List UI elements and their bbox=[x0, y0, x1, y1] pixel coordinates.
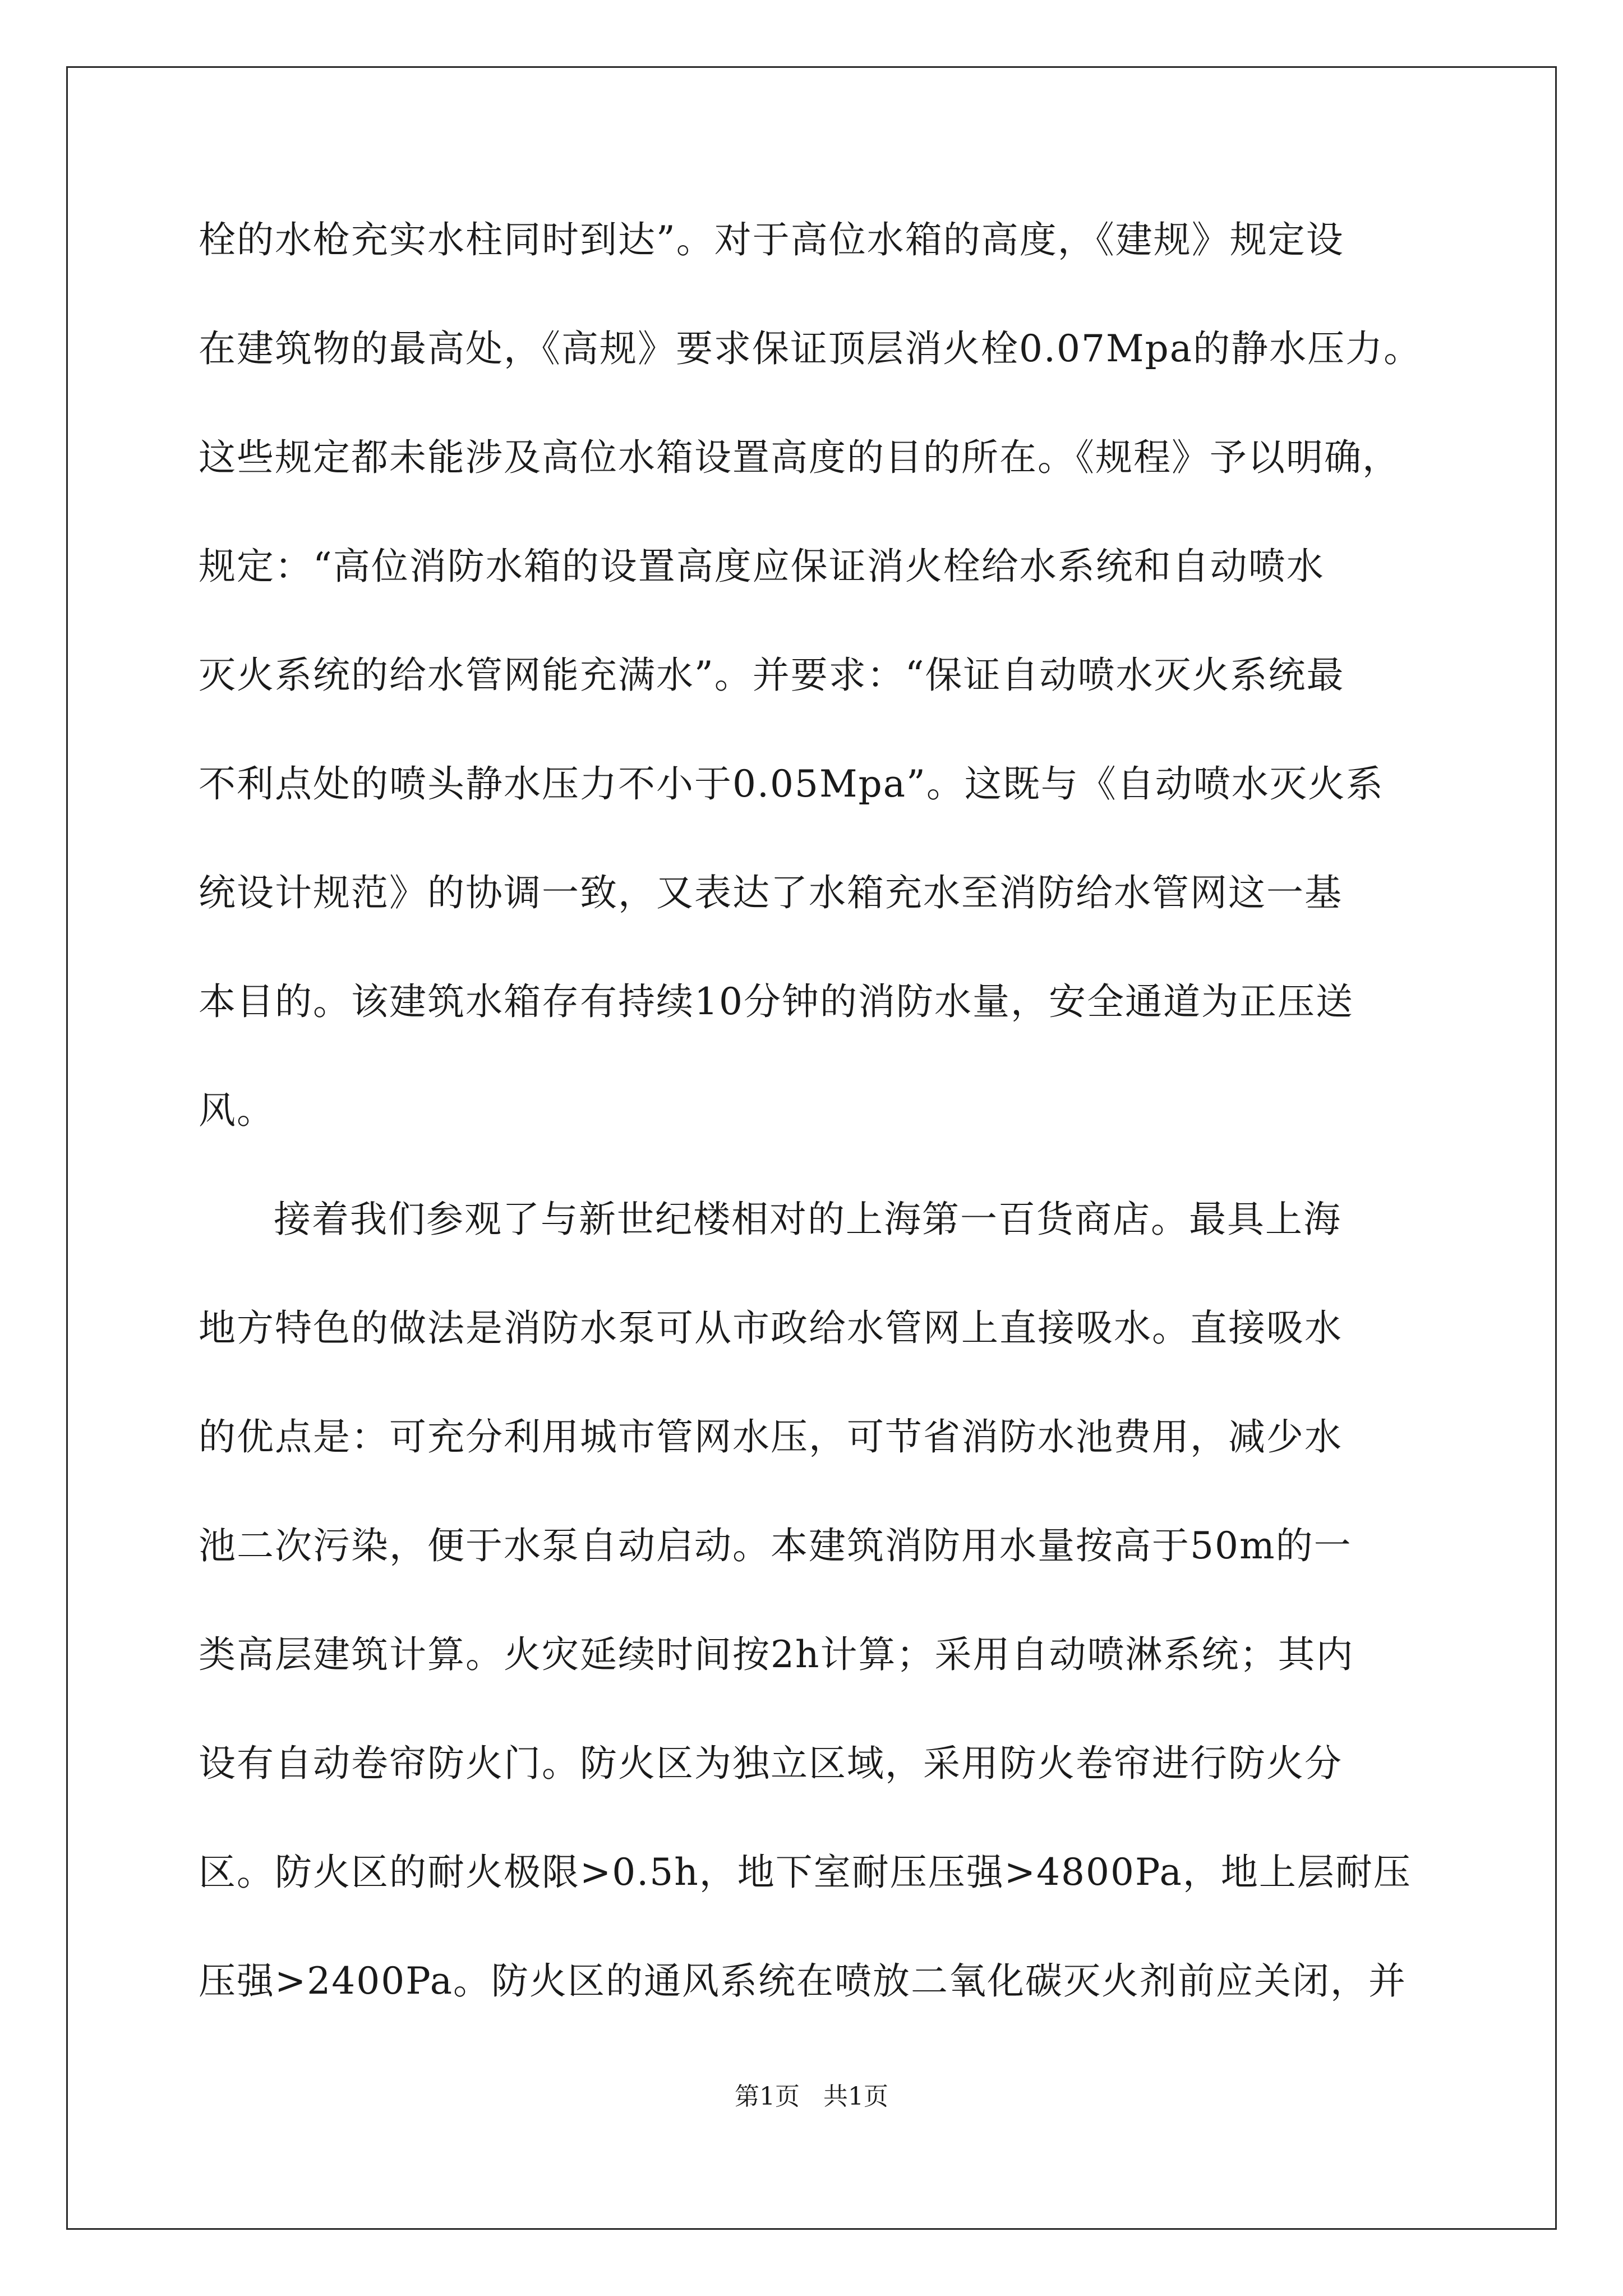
text-line: 统设计规范》的协调一致，又表达了水箱充水至消防给水管网这一基 bbox=[199, 871, 1343, 914]
text-line: 接着我们参观了与新世纪楼相对的上海第一百货商店。最具上海 bbox=[274, 1198, 1341, 1241]
text-line: 本目的。该建筑水箱存有持续10分钟的消防水量，安全通道为正压送 bbox=[199, 980, 1354, 1023]
text-line: 区。防火区的耐火极限>0.5h，地下室耐压压强>4800Pa，地上层耐压 bbox=[199, 1851, 1412, 1894]
text-line: 地方特色的做法是消防水泵可从市政给水管网上直接吸水。直接吸水 bbox=[199, 1306, 1343, 1350]
text-line: 风。 bbox=[199, 1089, 275, 1132]
text-line: 在建筑物的最高处，《高规》要求保证顶层消火栓0.07Mpa的静水压力。 bbox=[199, 327, 1422, 370]
text-line: 灭火系统的给水管网能充满水”。并要求：“保证自动喷水灭火系统最 bbox=[199, 654, 1345, 697]
text-line: 这些规定都未能涉及高位水箱设置高度的目的所在。《规程》予以明确， bbox=[199, 436, 1400, 479]
text-line: 不利点处的喷头静水压力不小于0.05Mpa”。这既与《自动喷水灭火系 bbox=[199, 762, 1384, 806]
document-body bbox=[199, 213, 1477, 2063]
text-line: 的优点是：可充分利用城市管网水压，可节省消防水池费用，减少水 bbox=[199, 1415, 1343, 1458]
text-line: 池二次污染，便于水泵自动启动。本建筑消防用水量按高于50m的一 bbox=[199, 1524, 1352, 1567]
text-line: 压强>2400Pa。防火区的通风系统在喷放二氧化碳灭火剂前应关闭，并 bbox=[199, 1959, 1407, 2003]
text-line: 栓的水枪充实水柱同时到达”。对于高位水箱的高度，《建规》规定设 bbox=[199, 218, 1344, 261]
text-line: 类高层建筑计算。火灾延续时间按2h计算；采用自动喷淋系统；其内 bbox=[199, 1633, 1354, 1676]
page-number-footer: 第1页 共1页 bbox=[735, 2082, 888, 2111]
text-line: 规定：“高位消防水箱的设置高度应保证消火栓给水系统和自动喷水 bbox=[199, 545, 1325, 588]
text-line: 设有自动卷帘防火门。防火区为独立区域，采用防火卷帘进行防火分 bbox=[199, 1742, 1343, 1785]
